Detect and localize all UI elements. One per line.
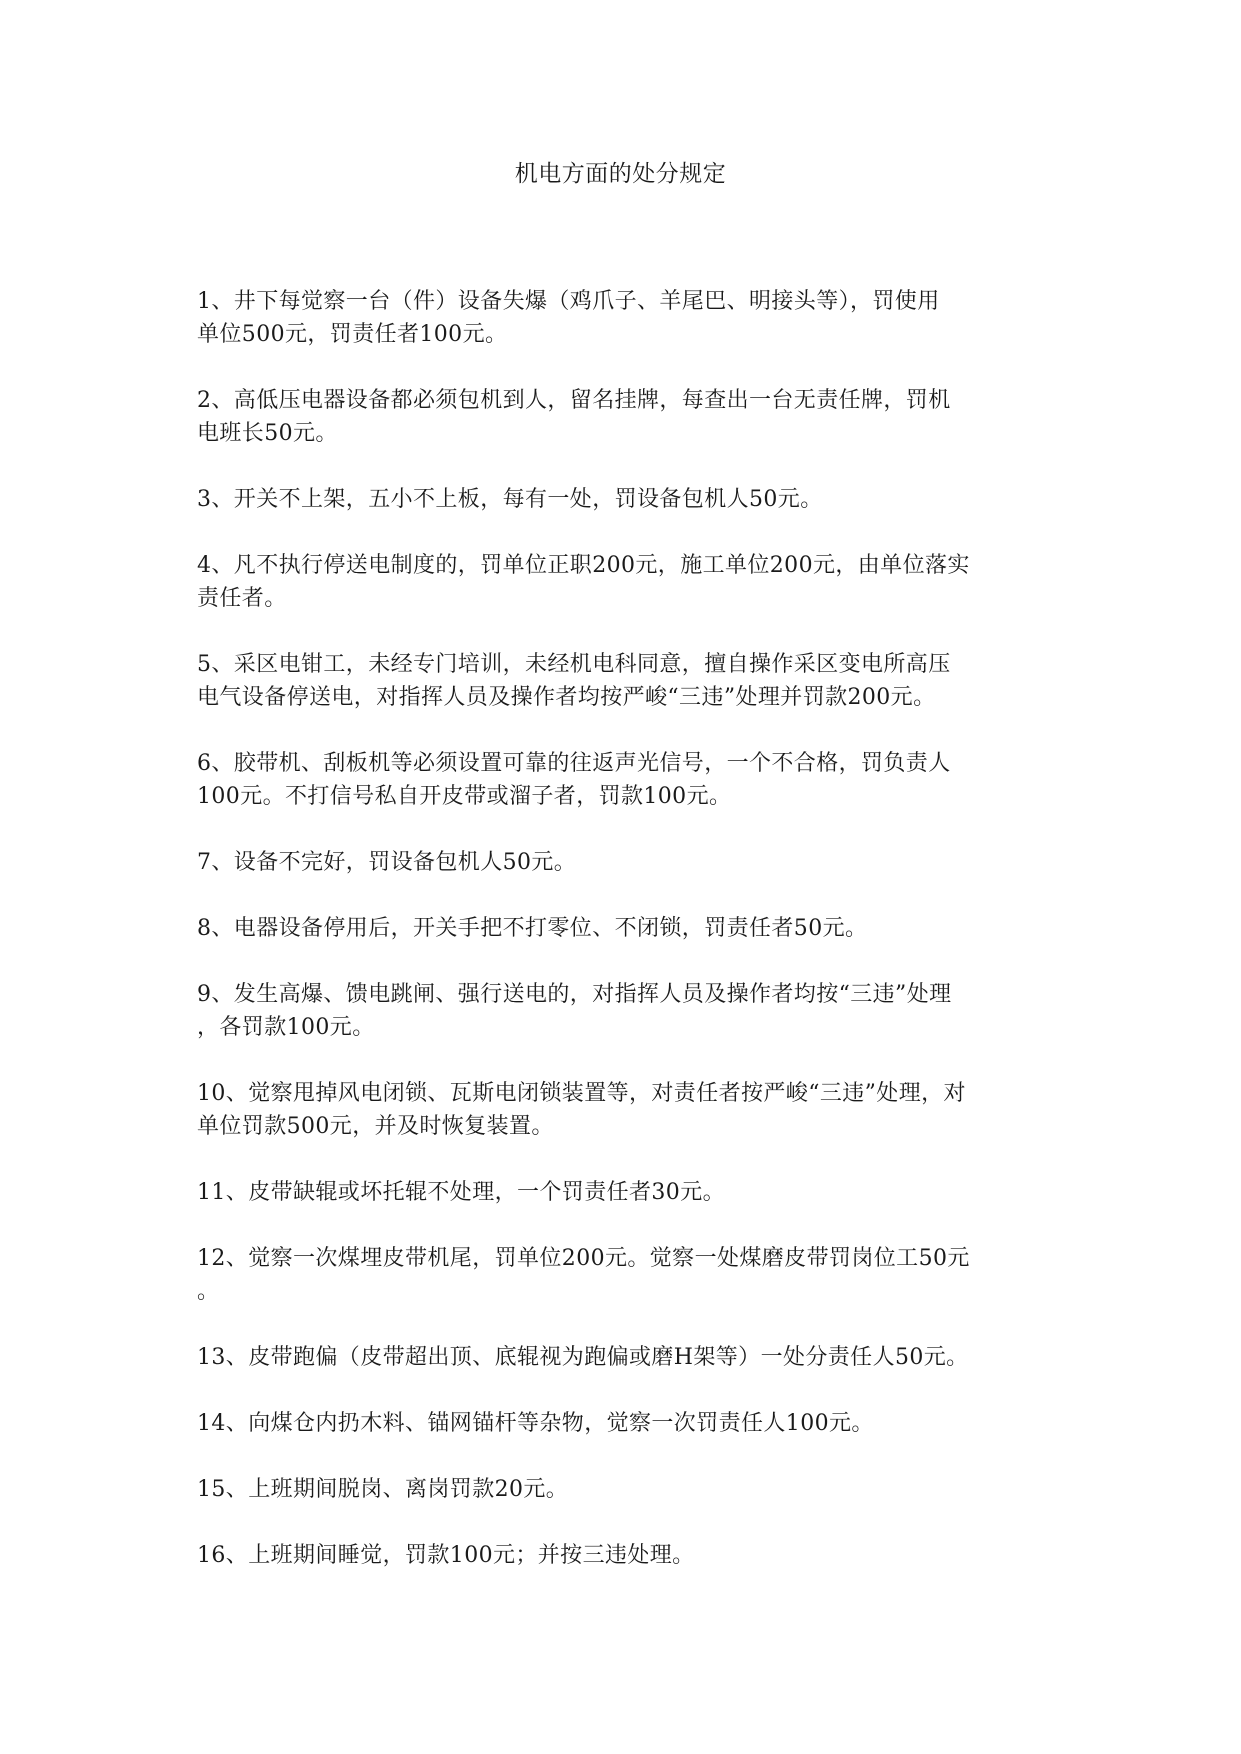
rule-item <box>197 1539 1047 1572</box>
rule-item <box>197 1473 1047 1506</box>
rule-line: 责任者。 <box>197 586 287 611</box>
rule-line: 8、电器设备停用后，开关手把不打零位、不闭锁，罚责任者50元。 <box>197 916 868 941</box>
rule-line: 电气设备停送电，对指挥人员及操作者均按严峻“三违”处理并罚款200元。 <box>197 685 936 710</box>
rule-line: 单位500元，罚责任者100元。 <box>197 322 508 347</box>
rule-item <box>197 1341 1047 1374</box>
rule-line: 1、井下每觉察一台（件）设备失爆（鸡爪子、羊尾巴、明接头等），罚使用 <box>197 289 940 314</box>
rule-item <box>197 747 1047 813</box>
rule-line: 7、设备不完好，罚设备包机人50元。 <box>197 850 577 875</box>
rule-line: 。 <box>197 1279 220 1304</box>
rule-line: 11、皮带缺辊或坏托辊不处理，一个罚责任者30元。 <box>197 1180 725 1205</box>
rule-item <box>197 285 1047 351</box>
rule-line: 16、上班期间睡觉，罚款100元；并按三违处理。 <box>197 1543 695 1568</box>
rule-line: 5、采区电钳工，未经专门培训，未经机电科同意，擅自操作采区变电所高压 <box>197 652 951 677</box>
rule-line: 13、皮带跑偏（皮带超出顶、底辊视为跑偏或磨H架等）一处分责任人50元。 <box>197 1345 969 1370</box>
rule-line: 2、高低压电器设备都必须包机到人，留名挂牌，每查出一台无责任牌，罚机 <box>197 388 951 413</box>
rule-item <box>197 549 1047 615</box>
rule-line: 4、凡不执行停送电制度的，罚单位正职200元，施工单位200元，由单位落实 <box>197 553 970 578</box>
rule-item <box>197 1242 1047 1308</box>
rule-line: 12、觉察一次煤埋皮带机尾，罚单位200元。觉察一处煤磨皮带罚岗位工50元 <box>197 1246 970 1271</box>
rule-line: 10、觉察甩掉风电闭锁、瓦斯电闭锁装置等，对责任者按严峻“三违”处理，对 <box>197 1081 966 1106</box>
rule-line: 14、向煤仓内扔木料、锚网锚杆等杂物，觉察一次罚责任人100元。 <box>197 1411 874 1436</box>
rule-item <box>197 483 1047 516</box>
rule-line: 电班长50元。 <box>197 421 338 446</box>
rule-item <box>197 1407 1047 1440</box>
rule-line: 6、胶带机、刮板机等必须设置可靠的往返声光信号，一个不合格，罚负责人 <box>197 751 951 776</box>
rules-list <box>197 285 1047 1605</box>
rule-item <box>197 384 1047 450</box>
rule-item <box>197 1077 1047 1143</box>
rule-line: 3、开关不上架，五小不上板，每有一处，罚设备包机人50元。 <box>197 487 823 512</box>
rule-item <box>197 912 1047 945</box>
rule-line: 100元。不打信号私自开皮带或溜子者，罚款100元。 <box>197 784 732 809</box>
document-title: 机电方面的处分规定 <box>514 161 727 187</box>
rule-item <box>197 648 1047 714</box>
rule-item <box>197 846 1047 879</box>
rule-line: 9、发生高爆、馈电跳闸、强行送电的，对指挥人员及操作者均按“三违”处理 <box>197 982 952 1007</box>
rule-item <box>197 978 1047 1044</box>
rule-line: 单位罚款500元，并及时恢复装置。 <box>197 1114 554 1139</box>
rule-line: ，各罚款100元。 <box>197 1015 375 1040</box>
rule-line: 15、上班期间脱岗、离岗罚款20元。 <box>197 1477 569 1502</box>
rule-item <box>197 1176 1047 1209</box>
